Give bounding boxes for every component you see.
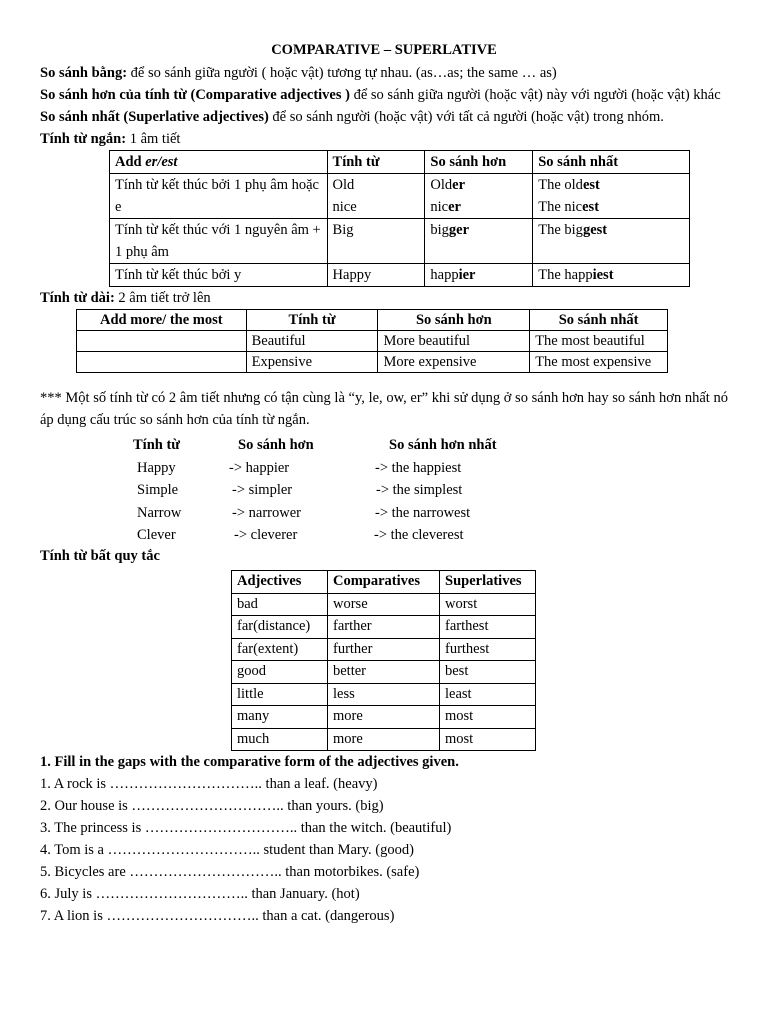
table-row <box>232 728 536 751</box>
table-cell: The most beautiful <box>530 331 668 352</box>
table-cell: more <box>328 706 440 729</box>
exercise-item: 1. A rock is ………………………….. than a leaf. (heavy) <box>40 776 378 792</box>
table-row <box>232 683 536 706</box>
list-item: -> narrower <box>232 504 301 521</box>
table-row <box>232 661 536 684</box>
comparative-cell: Older nicer <box>425 174 533 219</box>
table-header-row <box>110 151 690 174</box>
table-cell: many <box>232 706 328 729</box>
table-row <box>232 706 536 729</box>
header-cell: So sánh hơn <box>378 310 530 331</box>
intro-superlative: So sánh nhất (Superlative adjectives) để so sánh người (hoặc vật) với tất cả người (hoặc vật) trong nhóm. <box>40 109 664 125</box>
list-item: Simple <box>137 482 179 498</box>
page-title: COMPARATIVE – SUPERLATIVE <box>271 42 497 58</box>
table-cell: bad <box>232 593 328 616</box>
table-cell: farthest <box>440 616 536 639</box>
header-cell: Tính từ <box>327 151 425 174</box>
header-cell: Comparatives <box>328 571 440 594</box>
list-item: Clever <box>137 527 176 543</box>
list-item: -> cleverer <box>234 527 298 543</box>
table-cell: worst <box>440 593 536 616</box>
superlative-cell: The oldest The nicest <box>533 174 690 219</box>
header-cell: Tính từ <box>246 310 378 331</box>
table-cell: farther <box>328 616 440 639</box>
header-cell: Superlatives <box>440 571 536 594</box>
adjective-cell: Old nice <box>327 174 425 219</box>
table-cell: Beautiful <box>246 331 378 352</box>
list-item: -> the narrowest <box>375 504 471 521</box>
table-cell: less <box>328 683 440 706</box>
table-cell: Expensive <box>246 352 378 373</box>
exercise-item: 4. Tom is a ………………………….. student than Mary. (good) <box>40 842 414 858</box>
exercise-item: 5. Bicycles are ………………………….. than motorbikes. (safe) <box>40 864 420 880</box>
short-adjectives-heading: Tính từ ngắn: 1 âm tiết <box>40 131 181 147</box>
header-cell: So sánh nhất <box>530 310 668 331</box>
table-row <box>232 593 536 616</box>
table-row <box>77 331 668 352</box>
table-row <box>232 638 536 661</box>
exercise-item: 6. July is ………………………….. than January. (hot) <box>40 886 360 902</box>
list-item: -> the simplest <box>376 482 463 498</box>
intro-equal: So sánh bằng: để so sánh giữa người ( hoặc vật) tương tự nhau. (as…as; the same … as) <box>40 65 557 81</box>
comparative-cell: bigger <box>425 219 533 264</box>
exercise-item: 2. Our house is ………………………….. than yours. (big) <box>40 798 384 814</box>
superlative-cell: The biggest <box>533 219 690 264</box>
table-row <box>110 174 690 219</box>
list-item: -> the happiest <box>375 459 462 476</box>
column-heading: So sánh hơn nhất <box>389 437 497 453</box>
header-cell: Add er/est <box>110 151 328 174</box>
table-cell: further <box>328 638 440 661</box>
short-adjectives-table <box>109 150 690 287</box>
table-cell: far(distance) <box>232 616 328 639</box>
exercise-item: 3. The princess is ………………………….. than the witch. (beautiful) <box>40 820 452 836</box>
note-paragraph: *** Một số tính từ có 2 âm tiết nhưng có tận cùng là “y, le, ow, er” khi sử dụng ở so sánh hơn hay so sánh hơn nhất nó áp dụng cấu trúc so sánh hơn của tính từ ngắn. <box>40 390 728 428</box>
table-row <box>110 219 690 264</box>
table-cell: little <box>232 683 328 706</box>
table-row <box>77 352 668 373</box>
table-cell: More expensive <box>378 352 530 373</box>
table-cell: far(extent) <box>232 638 328 661</box>
table-header-row <box>232 571 536 594</box>
table-cell: worse <box>328 593 440 616</box>
table-cell <box>77 352 247 373</box>
header-cell: So sánh hơn <box>425 151 533 174</box>
comparative-cell: happier <box>425 264 533 287</box>
table-cell: most <box>440 728 536 751</box>
rule-cell: Tính từ kết thúc bởi y <box>110 264 328 287</box>
list-item: Happy <box>137 459 176 476</box>
list-item: -> happier <box>229 459 290 476</box>
long-adjectives-heading: Tính từ dài: 2 âm tiết trở lên <box>40 290 211 306</box>
irregular-heading: Tính từ bất quy tắc <box>40 548 160 564</box>
table-cell: furthest <box>440 638 536 661</box>
list-item: -> the cleverest <box>374 527 464 543</box>
table-cell: least <box>440 683 536 706</box>
rule-cell: Tính từ kết thúc với 1 nguyên âm + 1 phụ âm <box>110 219 328 264</box>
irregular-adjectives-table <box>231 570 536 751</box>
table-header-row <box>77 310 668 331</box>
table-cell: More beautiful <box>378 331 530 352</box>
rule-cell: Tính từ kết thúc bởi 1 phụ âm hoặc e <box>110 174 328 219</box>
intro-comparative: So sánh hơn của tính từ (Comparative adjectives ) để so sánh giữa người (hoặc vật) này với người (hoặc vật) khác <box>40 87 721 103</box>
table-cell: The most expensive <box>530 352 668 373</box>
column-heading: Tính từ <box>133 437 180 453</box>
exercise-item: 7. A lion is ………………………….. than a cat. (dangerous) <box>40 908 395 924</box>
header-cell: Add more/ the most <box>77 310 247 331</box>
table-row <box>110 264 690 287</box>
table-cell: most <box>440 706 536 729</box>
list-item: -> simpler <box>232 482 293 498</box>
adjective-cell: Big <box>327 219 425 264</box>
document-page <box>40 40 728 927</box>
table-cell: best <box>440 661 536 684</box>
two-syllable-list <box>40 434 728 543</box>
table-cell: more <box>328 728 440 751</box>
list-item: Narrow <box>137 504 182 521</box>
exercise-section <box>40 751 728 927</box>
table-row <box>232 616 536 639</box>
table-cell: better <box>328 661 440 684</box>
table-cell <box>77 331 247 352</box>
table-cell: much <box>232 728 328 751</box>
table-cell: good <box>232 661 328 684</box>
header-cell: So sánh nhất <box>533 151 690 174</box>
column-heading: So sánh hơn <box>238 437 314 453</box>
superlative-cell: The happiest <box>533 264 690 287</box>
adjective-cell: Happy <box>327 264 425 287</box>
exercise-title: 1. Fill in the gaps with the comparative form of the adjectives given. <box>40 754 459 770</box>
header-cell: Adjectives <box>232 571 328 594</box>
long-adjectives-table <box>76 309 668 373</box>
